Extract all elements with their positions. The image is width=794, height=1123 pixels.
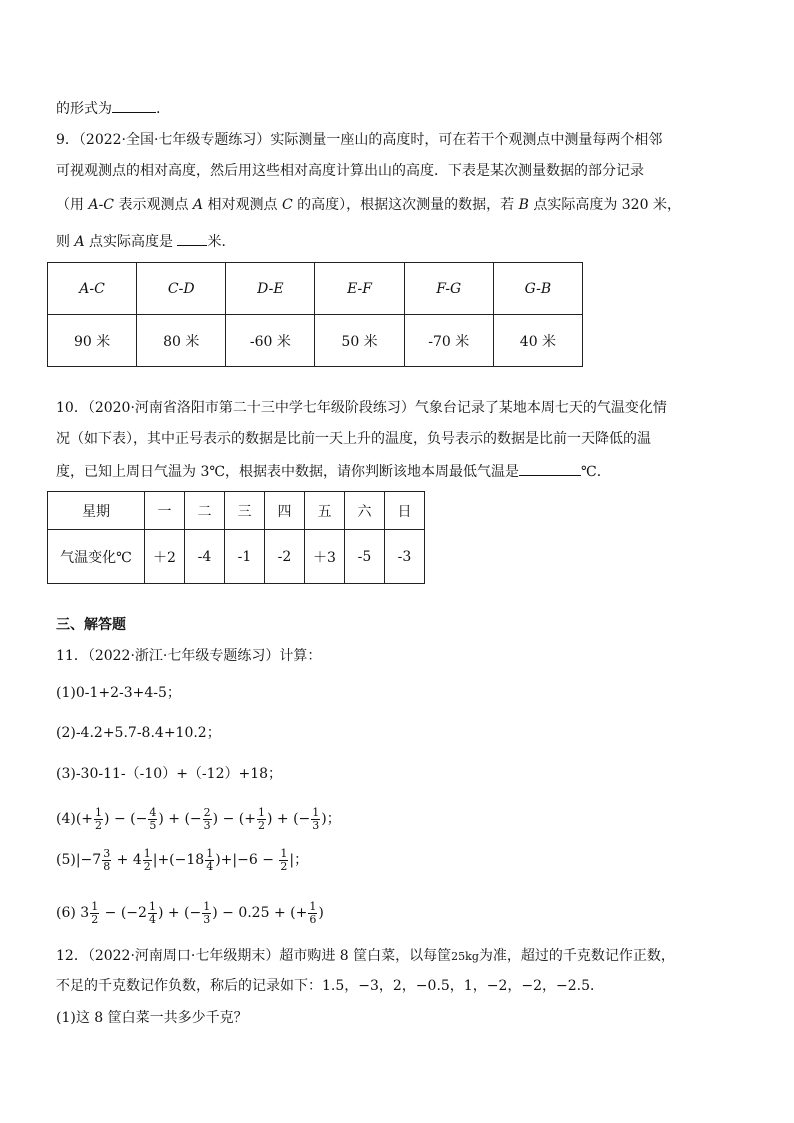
fraction: $\frac{1}{2}$ bbox=[143, 846, 151, 873]
table-header-cell: 五 bbox=[305, 492, 345, 530]
q10-line-2: 况（如下表），其中正号表示的数据是比前一天上升的温度，负号表示的数据是比前一天降低的温 bbox=[56, 431, 651, 447]
table-cell: 50 米 bbox=[315, 315, 404, 367]
q11-part-5: (5)|−7 $\frac{3}{8}$ + 4 $\frac{1}{2}$ |+(−18 $\frac{1}{4}$ )+|−6 − $\frac{1}{2}$ |； bbox=[56, 846, 309, 873]
q11-part-2: (2)-4.2+5.7-8.4+10.2； bbox=[56, 725, 221, 741]
q9-line-4: 则 A 点实际高度是 米． bbox=[56, 231, 235, 252]
table-header-cell: 二 bbox=[185, 492, 225, 530]
fraction: $\frac{2}{3}$ bbox=[203, 805, 211, 832]
table-cell: ＋3 bbox=[305, 530, 345, 584]
table-header-cell: F-G bbox=[404, 263, 493, 315]
fraction: $\frac{1}{2}$ bbox=[257, 805, 265, 832]
table-cell: -4 bbox=[185, 530, 225, 584]
fraction: $\frac{1}{2}$ bbox=[91, 899, 99, 926]
table-header-cell: 一 bbox=[145, 492, 185, 530]
table-cell: 90 米 bbox=[48, 315, 137, 367]
table-cell: -3 bbox=[385, 530, 425, 584]
table-header-cell: G-B bbox=[493, 263, 582, 315]
table-header-cell: D-E bbox=[226, 263, 315, 315]
q9-line-3: （用 A-C 表示观测点 A 相对观测点 C 的高度），根据这次测量的数据，若 B 点实际高度为 320 米， bbox=[56, 197, 681, 213]
table-header-cell: 日 bbox=[385, 492, 425, 530]
fraction: $\frac{1}{4}$ bbox=[206, 846, 214, 873]
q12-line-2: 不足的千克数记作负数，称后的记录如下：1.5，−3，2，−0.5，1，−2，−2，−2.5． bbox=[56, 978, 604, 994]
q9-table bbox=[47, 262, 583, 367]
q11-part-3: (3)-30-11-（-10）+（-12）+18； bbox=[56, 766, 283, 782]
fraction: $\frac{1}{3}$ bbox=[203, 899, 211, 926]
q11-line-1: 11．（2022·浙江·七年级专题练习）计算： bbox=[56, 648, 322, 664]
table-cell: 40 米 bbox=[493, 315, 582, 367]
table-cell: 80 米 bbox=[137, 315, 226, 367]
q10-table bbox=[47, 491, 425, 584]
q11-part-4: (4)(+ $\frac{1}{2}$ ) − (− $\frac{4}{5}$ ) + (− $\frac{2}{3}$ ) − (+ $\frac{1}{2}$ ) + (− $\frac{1}{3}$ )； bbox=[56, 805, 341, 832]
table-header-cell: 星期 bbox=[48, 492, 145, 530]
table-header-cell: 三 bbox=[225, 492, 265, 530]
table-header-cell: 六 bbox=[345, 492, 385, 530]
q9-line-1: 9．（2022·全国·七年级专题练习）实际测量一座山的高度时，可在若干个观测点中测量每两个相邻 bbox=[56, 132, 663, 148]
table-row bbox=[48, 530, 425, 584]
fraction: $\frac{1}{2}$ bbox=[280, 846, 288, 873]
table-cell: -5 bbox=[345, 530, 385, 584]
table-row bbox=[48, 263, 583, 315]
q12-part-1: (1)这 8 筐白菜一共多少千克？ bbox=[56, 1010, 248, 1026]
table-header-cell: C-D bbox=[137, 263, 226, 315]
table-header-cell: 四 bbox=[265, 492, 305, 530]
table-header-cell: E-F bbox=[315, 263, 404, 315]
lead-line: 的形式为 . bbox=[56, 98, 160, 119]
q9-line-2: 可视观测点的相对高度，然后用这些相对高度计算出山的高度．下表是某次测量数据的部分记录 bbox=[56, 163, 644, 179]
table-row bbox=[48, 315, 583, 367]
answer-blank[interactable] bbox=[177, 231, 207, 246]
table-row bbox=[48, 492, 425, 530]
table-header-cell: A-C bbox=[48, 263, 137, 315]
q12-line-1: 12．（2022·河南周口·七年级期末）超市购进 8 筐白菜，以每筐25kg为准，超过的千克数记作正数， bbox=[56, 948, 675, 964]
table-cell: 气温变化℃ bbox=[48, 530, 145, 584]
fraction: $\frac{3}{8}$ bbox=[103, 846, 111, 873]
section-heading: 三、解答题 bbox=[56, 617, 126, 633]
table-cell: -1 bbox=[225, 530, 265, 584]
fraction: $\frac{4}{5}$ bbox=[149, 805, 157, 832]
table-cell: ＋2 bbox=[145, 530, 185, 584]
answer-blank[interactable] bbox=[112, 98, 156, 113]
q10-line-1: 10．（2020·河南省洛阳市第二十三中学七年级阶段练习）气象台记录了某地本周七天的气温变化情 bbox=[56, 400, 667, 416]
table-cell: -2 bbox=[265, 530, 305, 584]
fraction: $\frac{1}{3}$ bbox=[312, 805, 320, 832]
q11-part-6: (6) 3 $\frac{1}{2}$ − (−2 $\frac{1}{4}$ ) + (− $\frac{1}{3}$ ) − 0.25 + (+ $\frac{1}{6}$ ) bbox=[56, 899, 324, 926]
q11-part-1: (1)0-1+2-3+4-5； bbox=[56, 685, 181, 701]
fraction: $\frac{1}{2}$ bbox=[95, 805, 103, 832]
table-cell: -70 米 bbox=[404, 315, 493, 367]
fraction: $\frac{1}{4}$ bbox=[148, 899, 156, 926]
fraction: $\frac{1}{6}$ bbox=[309, 899, 317, 926]
table-cell: -60 米 bbox=[226, 315, 315, 367]
answer-blank[interactable] bbox=[519, 461, 581, 476]
q10-line-3: 度，已知上周日气温为 3℃，根据表中数据，请你判断该地本周最低气温是 ℃． bbox=[56, 461, 611, 482]
